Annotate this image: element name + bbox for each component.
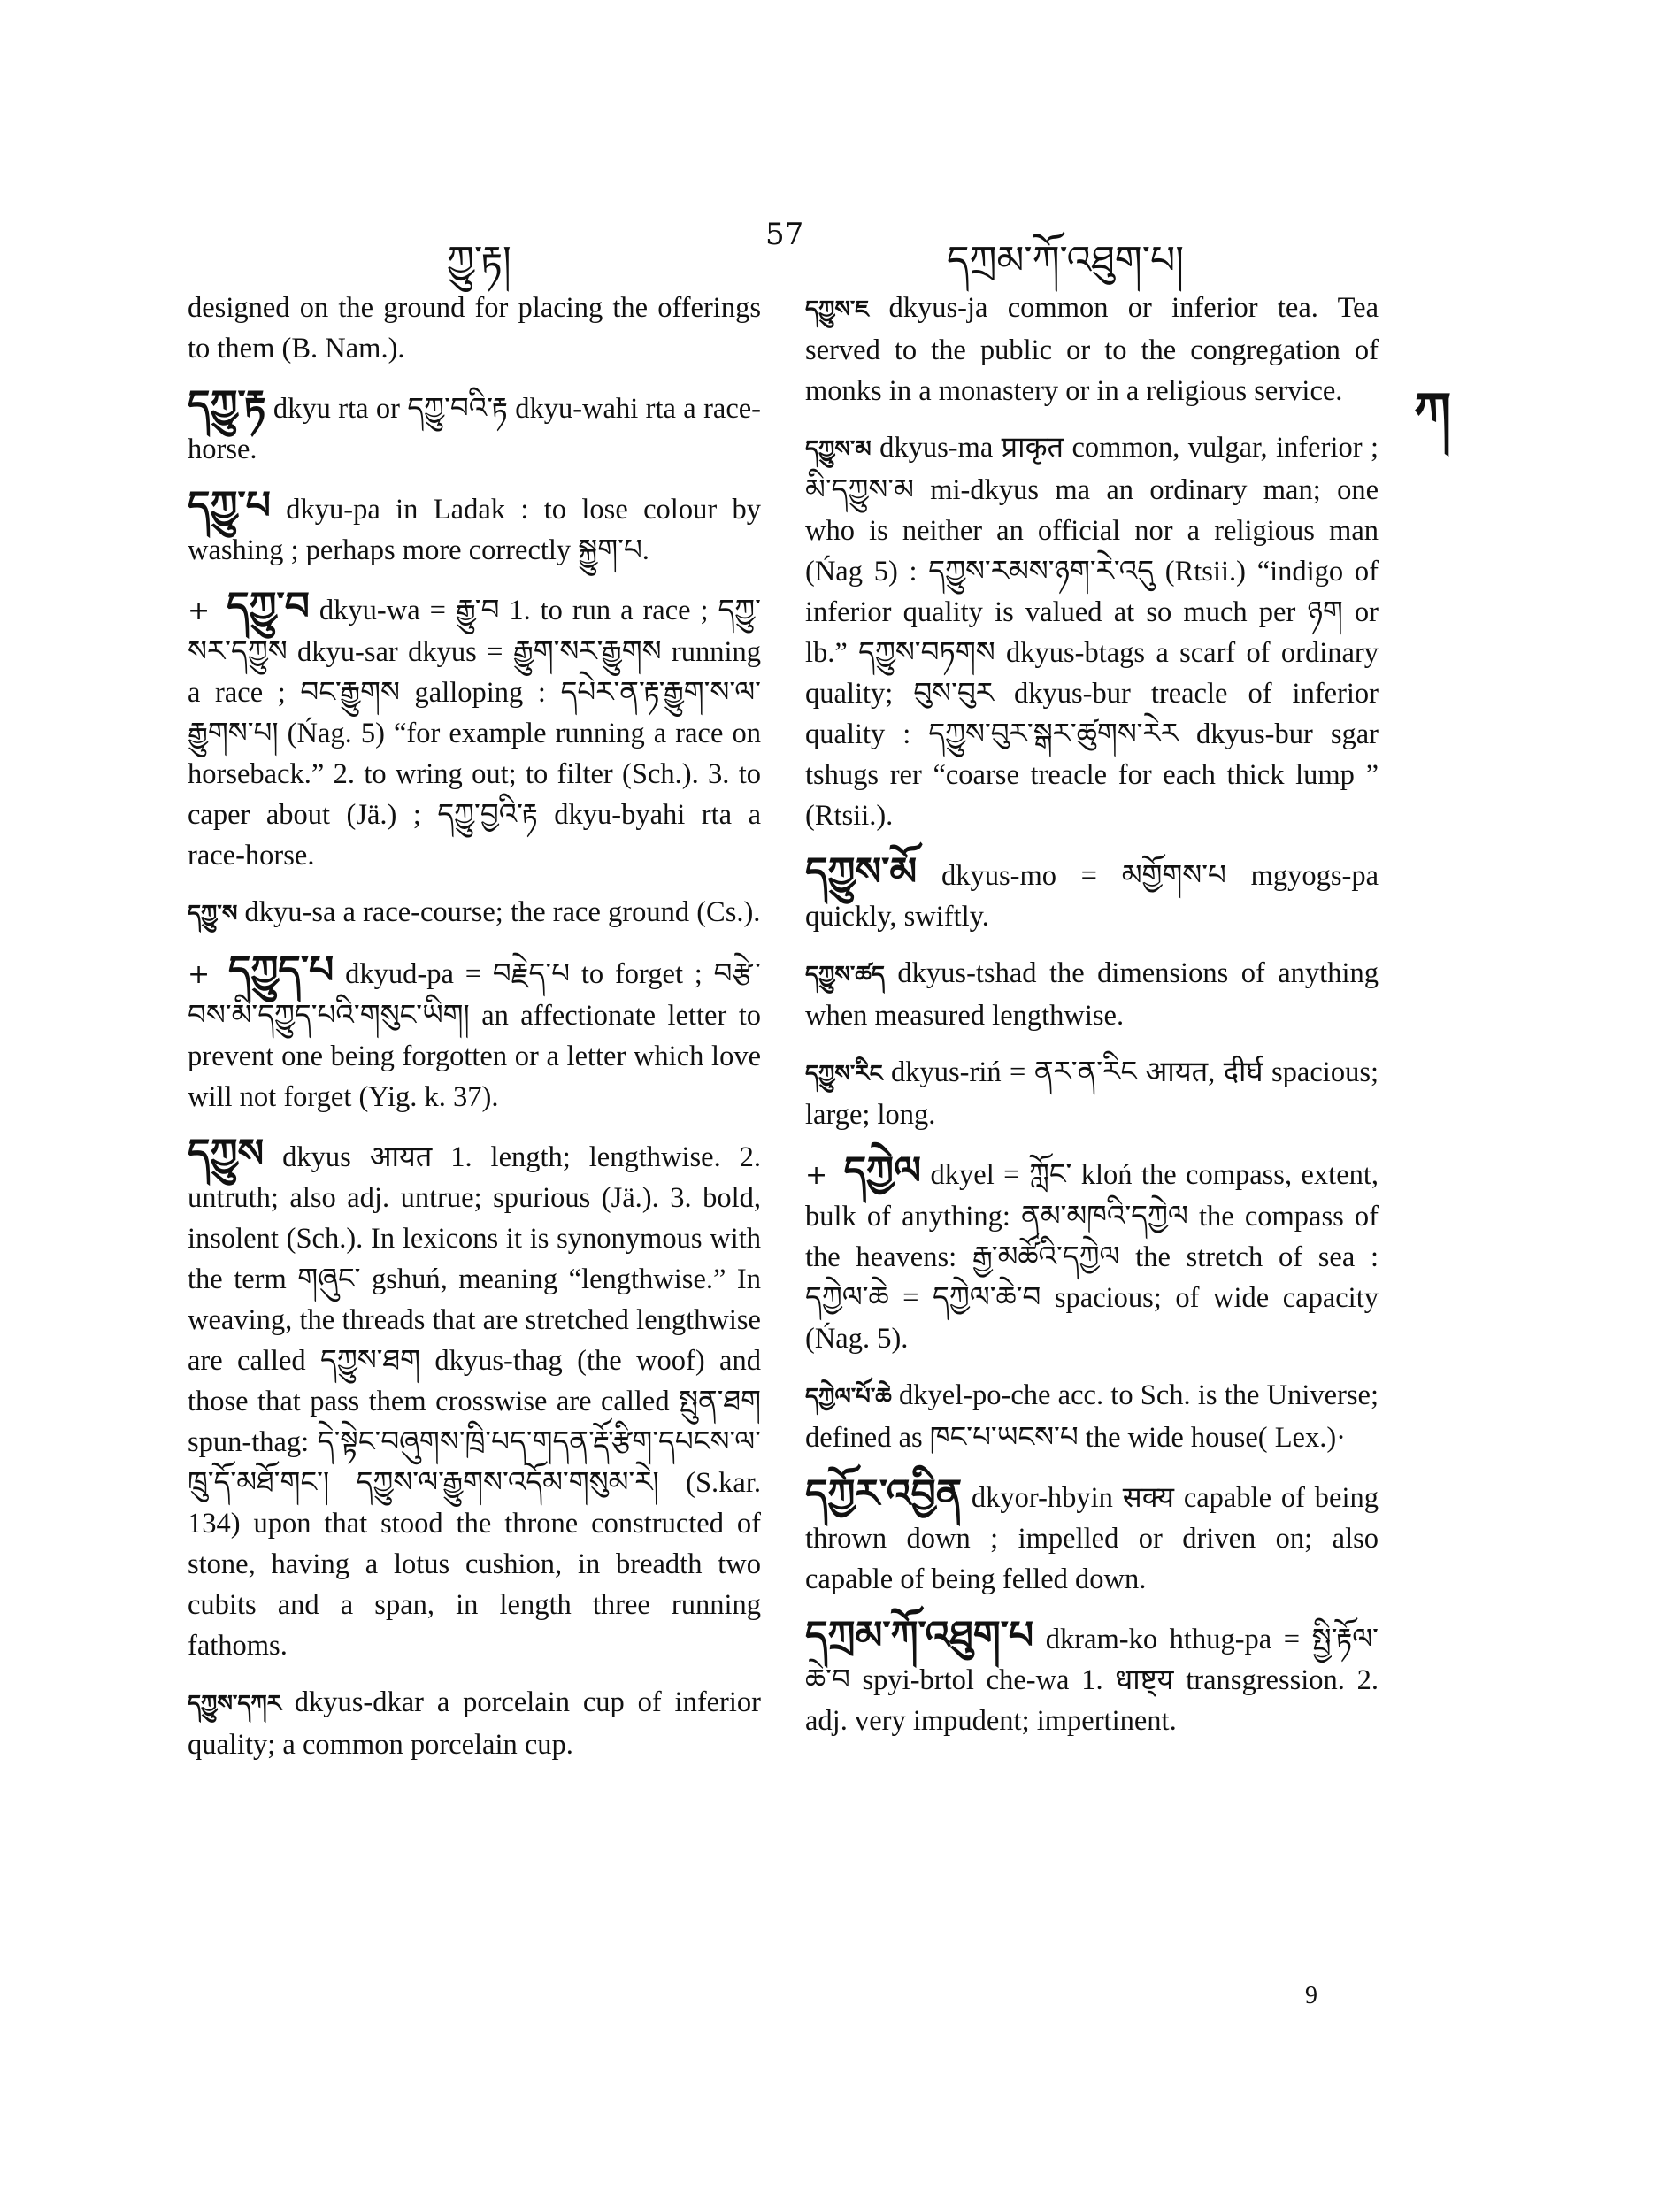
right-column xyxy=(805,288,1379,1757)
dictionary-entry xyxy=(188,382,762,470)
entry-headword: དཀྱུས་རིང xyxy=(805,1061,883,1087)
entry-text: dkyu-sa a race-course; the race ground (Cs.). xyxy=(244,896,761,928)
folio-signature: 9 xyxy=(1305,1982,1317,2009)
entry-text: dkyus-tshad the dimensions of anything when measured lengthwise. xyxy=(805,957,1379,1032)
entry-text: dkyor-hbyin सक्य capable of being thrown down ; impelled or driven on; also capable of being felled down. xyxy=(805,1482,1379,1595)
entry-headword: དཀྱུས་མ xyxy=(805,436,872,463)
dictionary-entry xyxy=(188,1682,761,1765)
running-head-right: དཀྲམ་ཀོ་འཐུག་པ། xyxy=(947,238,1184,283)
dictionary-entry xyxy=(805,1148,1379,1359)
entry-headword: དཀྱུས xyxy=(188,1131,265,1176)
entry-text: dkyus-riń = ནར་ན་རིང आयत, दीर्घ spacious; large; long. xyxy=(805,1056,1379,1131)
entry-headword: དཀྱུས་དཀར xyxy=(188,1691,281,1717)
dictionary-entry xyxy=(805,849,1379,937)
dictionary-entry xyxy=(805,953,1379,1036)
cross-marker: + xyxy=(188,959,211,990)
dictionary-entry xyxy=(805,1613,1379,1741)
entry-text: dkyus-ja common or inferior tea. Tea served to the public or to the congregation of monks in a monastery or in a religious service. xyxy=(805,292,1379,407)
entry-headword: དཀྱེལ xyxy=(843,1148,922,1194)
entry-text: dkyus-dkar a porcelain cup of inferior quality; a common porcelain cup. xyxy=(188,1686,761,1761)
dictionary-entry xyxy=(805,288,1379,411)
entry-headword: དཀྱུས་མོ xyxy=(805,849,918,895)
entry-headword: དཀྱུ་བ xyxy=(227,584,310,629)
dictionary-entry xyxy=(805,1471,1379,1600)
dictionary-entry xyxy=(188,1133,761,1666)
dictionary-entry xyxy=(805,1375,1379,1458)
entry-headword: དཀྲམ་ཀོ་འཐུག་པ xyxy=(805,1613,1034,1658)
entry-headword: དཀྱུས་ཚད xyxy=(805,962,885,988)
left-column xyxy=(188,288,761,1781)
entry-text: designed on the ground for placing the offerings to them (B. Nam.). xyxy=(188,292,761,365)
dictionary-entry xyxy=(188,288,761,369)
running-head-left: ཀྱུ་རྟ། xyxy=(447,238,511,283)
dictionary-entry xyxy=(805,1052,1379,1135)
cross-marker: + xyxy=(188,595,211,626)
dictionary-entry xyxy=(188,483,762,571)
entry-text: dkyus आयत 1. length; lengthwise. 2. untruth; also adj. untrue; spurious (Jä.). 3. bold, insolent (Sch.). In lexicons it is synonymous with the term གཞུང་ gshuń, meaning “lengthwise.” In weaving, the threads that are stretched lengthwise are called དཀྱུས་ཐག dkyus-thag (the woof) and those that pass them crosswise are called སྤུན་ཐག spun-thag: དེ་སྟེང་བཞུགས་ཁྲི་པད་གདན་རྡོ་རྩིག་དཔངས་ལ་ཁྲུ་དོ་མཐོ་གང་། དཀྱུས་ལ་རྒྱུགས་འདོམ་གསུམ་རེ། (S.kar. 134) upon that stood the throne constructed of stone, having a lotus cushion, in breadth two cubits and a span, in length three running fathoms. xyxy=(188,1141,762,1662)
entry-headword: དཀྱུ་པ xyxy=(188,483,271,528)
entry-headword: དཀྱུ་རྟ xyxy=(188,382,266,427)
entry-headword: དཀྱོར་འབྱིན xyxy=(805,1471,963,1517)
entry-headword: དཀྱུས་ཇ xyxy=(805,296,870,323)
running-head xyxy=(186,217,1389,283)
entry-text: dkram-ko hthug-pa = སྤྱི་རྟོལ་ཆེ་བ spyi-brtol che-wa 1. धाष्ट्य transgression. 2. adj. very impudent; impertinent. xyxy=(805,1624,1379,1737)
cross-marker: + xyxy=(805,1160,828,1191)
entry-text: dkyu rta or དཀྱུ་བའི་རྟ dkyu-wahi rta a race-horse. xyxy=(188,393,762,465)
dictionary-entry xyxy=(188,950,761,1118)
dictionary-entry xyxy=(805,427,1379,836)
entry-text: dkyu-pa in Ladak : to lose colour by washing ; perhaps more correctly སྐྱུག་པ. xyxy=(188,494,762,566)
entry-text: dkyus-mo = མགྱོགས་པ mgyogs-pa quickly, swiftly. xyxy=(805,860,1379,933)
entry-text: dkyu-wa = རྒྱུ་བ 1. to run a race ; དཀྱུ་སར་དཀྱུས dkyu-sar dkyus = རྒྱུག་སར་རྒྱུགས running a race ; བང་རྒྱུགས galloping : དཔེར་ན་རྟ་རྒྱུག་ས་ལ་རྒྱུགས་པ། (Ńag. 5) “for example running a race on horseback.” 2. to wring out; to filter (Sch.). 3. to caper about (Jä.) ; དཀྱུ་བྱའི་རྟ dkyu-byahi rta a race-horse. xyxy=(188,595,761,872)
entry-text: dkyud-pa = བརྗེད་པ to forget ; བརྩེ་བས་མི་དཀྱུད་པའི་གསུང་ཡིག། an affectionate letter to prevent one being forgotten or a letter which love will not forget (Yig. k. 37). xyxy=(188,958,761,1113)
dictionary-entry xyxy=(188,584,761,876)
entry-headword: དཀྱེལ་པོ་ཆེ xyxy=(805,1384,892,1410)
entry-headword: དཀྱུད་པ xyxy=(227,948,334,993)
entry-text: dkyus-ma प्राकृत common, vulgar, inferior ; མི་དཀྱུས་མ mi-dkyus ma an ordinary man; one who is neither an official nor a religious man (Ńag 5) : དཀྱུས་རམས་ཉག་རེ་འདུ (Rtsii.) “indigo of inferior quality is valued at so much per ཉག or lb.” དཀྱུས་བཏགས dkyus-btags a scarf of ordinary quality; བུས་བུར dkyus-bur treacle of inferior quality : དཀྱུས་བུར་སྒར་ཚུགས་རེར dkyus-bur sgar tshugs rer “coarse treacle for each thick lump ” (Rtsii.). xyxy=(805,432,1379,832)
dictionary-entry xyxy=(188,892,761,934)
entry-headword: དཀྱུ་ས xyxy=(188,901,238,927)
thumb-index-letter: ཀ xyxy=(1414,381,1450,443)
page-number: 57 xyxy=(765,217,804,252)
entry-text: dkyel-po-che acc. to Sch. is the Universe; defined as ཁང་པ་ཡངས་པ the wide house( Lex.)· xyxy=(805,1379,1379,1454)
entry-text: dkyel = ཀློང་ kloń the compass, extent, bulk of anything: ནམ་མཁའི་དཀྱེལ the compass of the heavens: རྒྱ་མཚོའི་དཀྱེལ the stretch of sea : དཀྱེལ་ཆེ = དཀྱེལ་ཆེ་བ spacious; of wide capacity (Ńag. 5). xyxy=(805,1159,1379,1355)
